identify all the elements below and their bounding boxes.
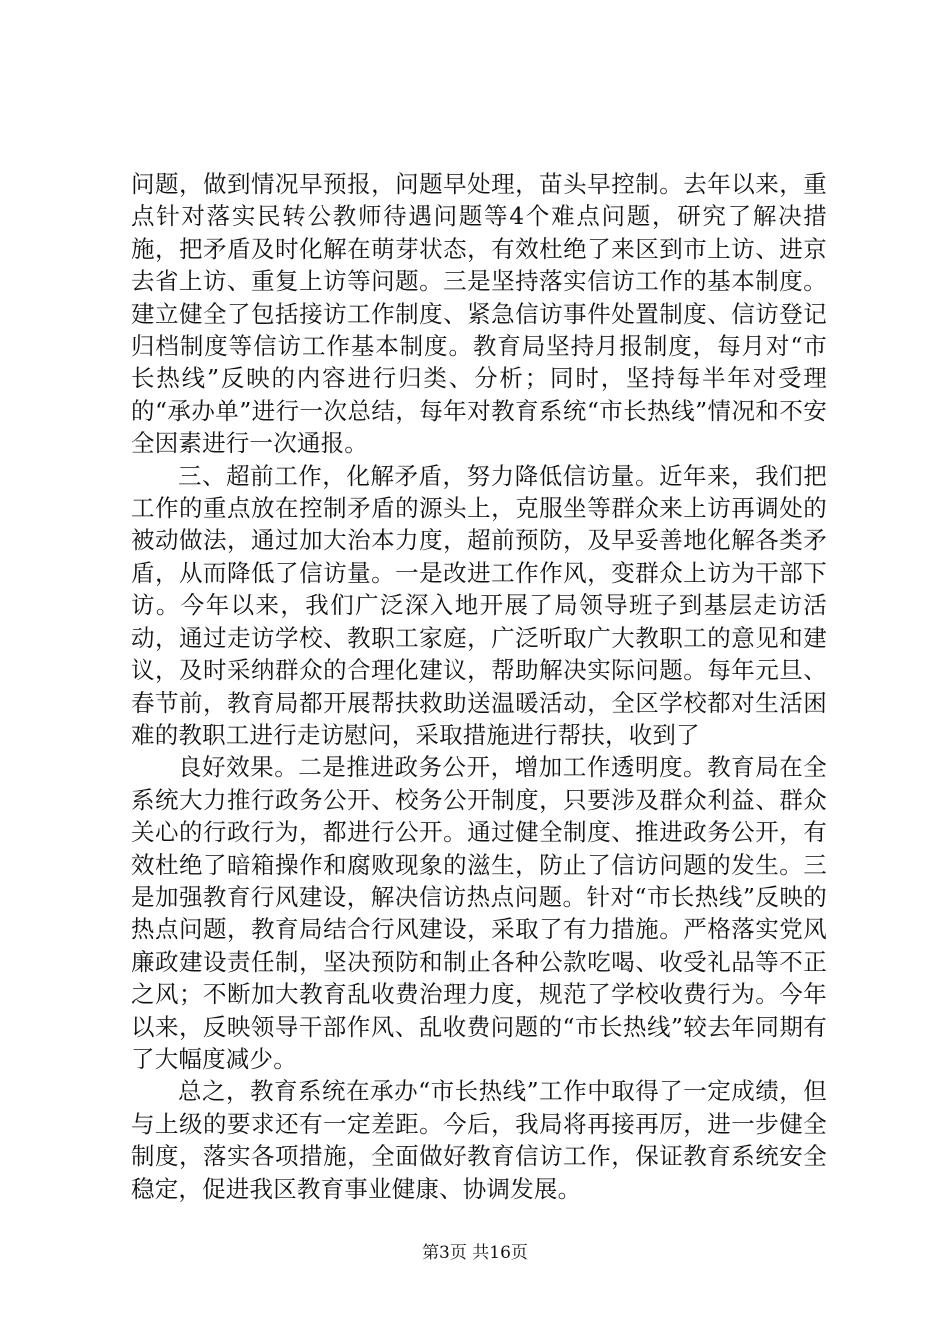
paragraph-3: 良好效果。二是推进政务公开，增加工作透明度。教育局在全系统大力推行政务公开、校务公开制度，只要涉及群众利益、群众关心的行政行为，都进行公开。通过健全制度、推进政务公开，有效杜绝了暗箱操作和腐败现象的滋生，防止了信访问题的发生。三是加强教育行风建设，解决信访热点问题。针对“市长热线”反映的热点问题，教育局结合行风建设，采取了有力措施。严格落实党风廉政建设责任制，坚决预防和制止各种公款吃喝、收受礼品等不正之风；不断加大教育乱收费治理力度，规范了学校收费行为。今年以来，反映领导干部作风、乱收费问题的“市长热线”较去年同期有了大幅度减少。 [131, 753, 827, 1073]
paragraph-1: 问题，做到情况早预报，问题早处理，苗头早控制。去年以来，重点针对落实民转公教师待遇问题等4个难点问题，研究了解决措施，把矛盾及时化解在萌芽状态，有效杜绝了来区到市上访、进京去省上访、重复上访等问题。三是坚持落实信访工作的基本制度。建立健全了包括接访工作制度、紧急信访事件处置制度、信访登记归档制度等信访工作基本制度。教育局坚持月报制度，每月对“市长热线”反映的内容进行归类、分析；同时，坚持每半年对受理的“承办单”进行一次总结，每年对教育系统“市长热线”情况和不安全因素进行一次通报。 [131, 170, 827, 458]
page-number-footer: 第3页 共16页 [422, 1243, 528, 1263]
document-body [131, 168, 827, 1205]
paragraph-2: 三、超前工作，化解矛盾，努力降低信访量。近年来，我们把工作的重点放在控制矛盾的源头上，克服坐等群众来上访再调处的被动做法，通过加大治本力度，超前预防，及早妥善地化解各类矛盾，从而降低了信访量。一是改进工作作风，变群众上访为干部下访。今年以来，我们广泛深入地开展了局领导班子到基层走访活动，通过走访学校、教职工家庭，广泛听取广大教职工的意见和建议，及时采纳群众的合理化建议，帮助解决实际问题。每年元旦、春节前，教育局都开展帮扶救助送温暖活动，全区学校都对生活困难的教职工进行走访慰问，采取措施进行帮扶，收到了 [131, 461, 827, 749]
paragraph-4: 总之，教育系统在承办“市长热线”工作中取得了一定成绩，但与上级的要求还有一定差距。今后，我局将再接再厉，进一步健全制度，落实各项措施，全面做好教育信访工作，保证教育系统安全稳定，促进我区教育事业健康、协调发展。 [131, 1077, 827, 1203]
